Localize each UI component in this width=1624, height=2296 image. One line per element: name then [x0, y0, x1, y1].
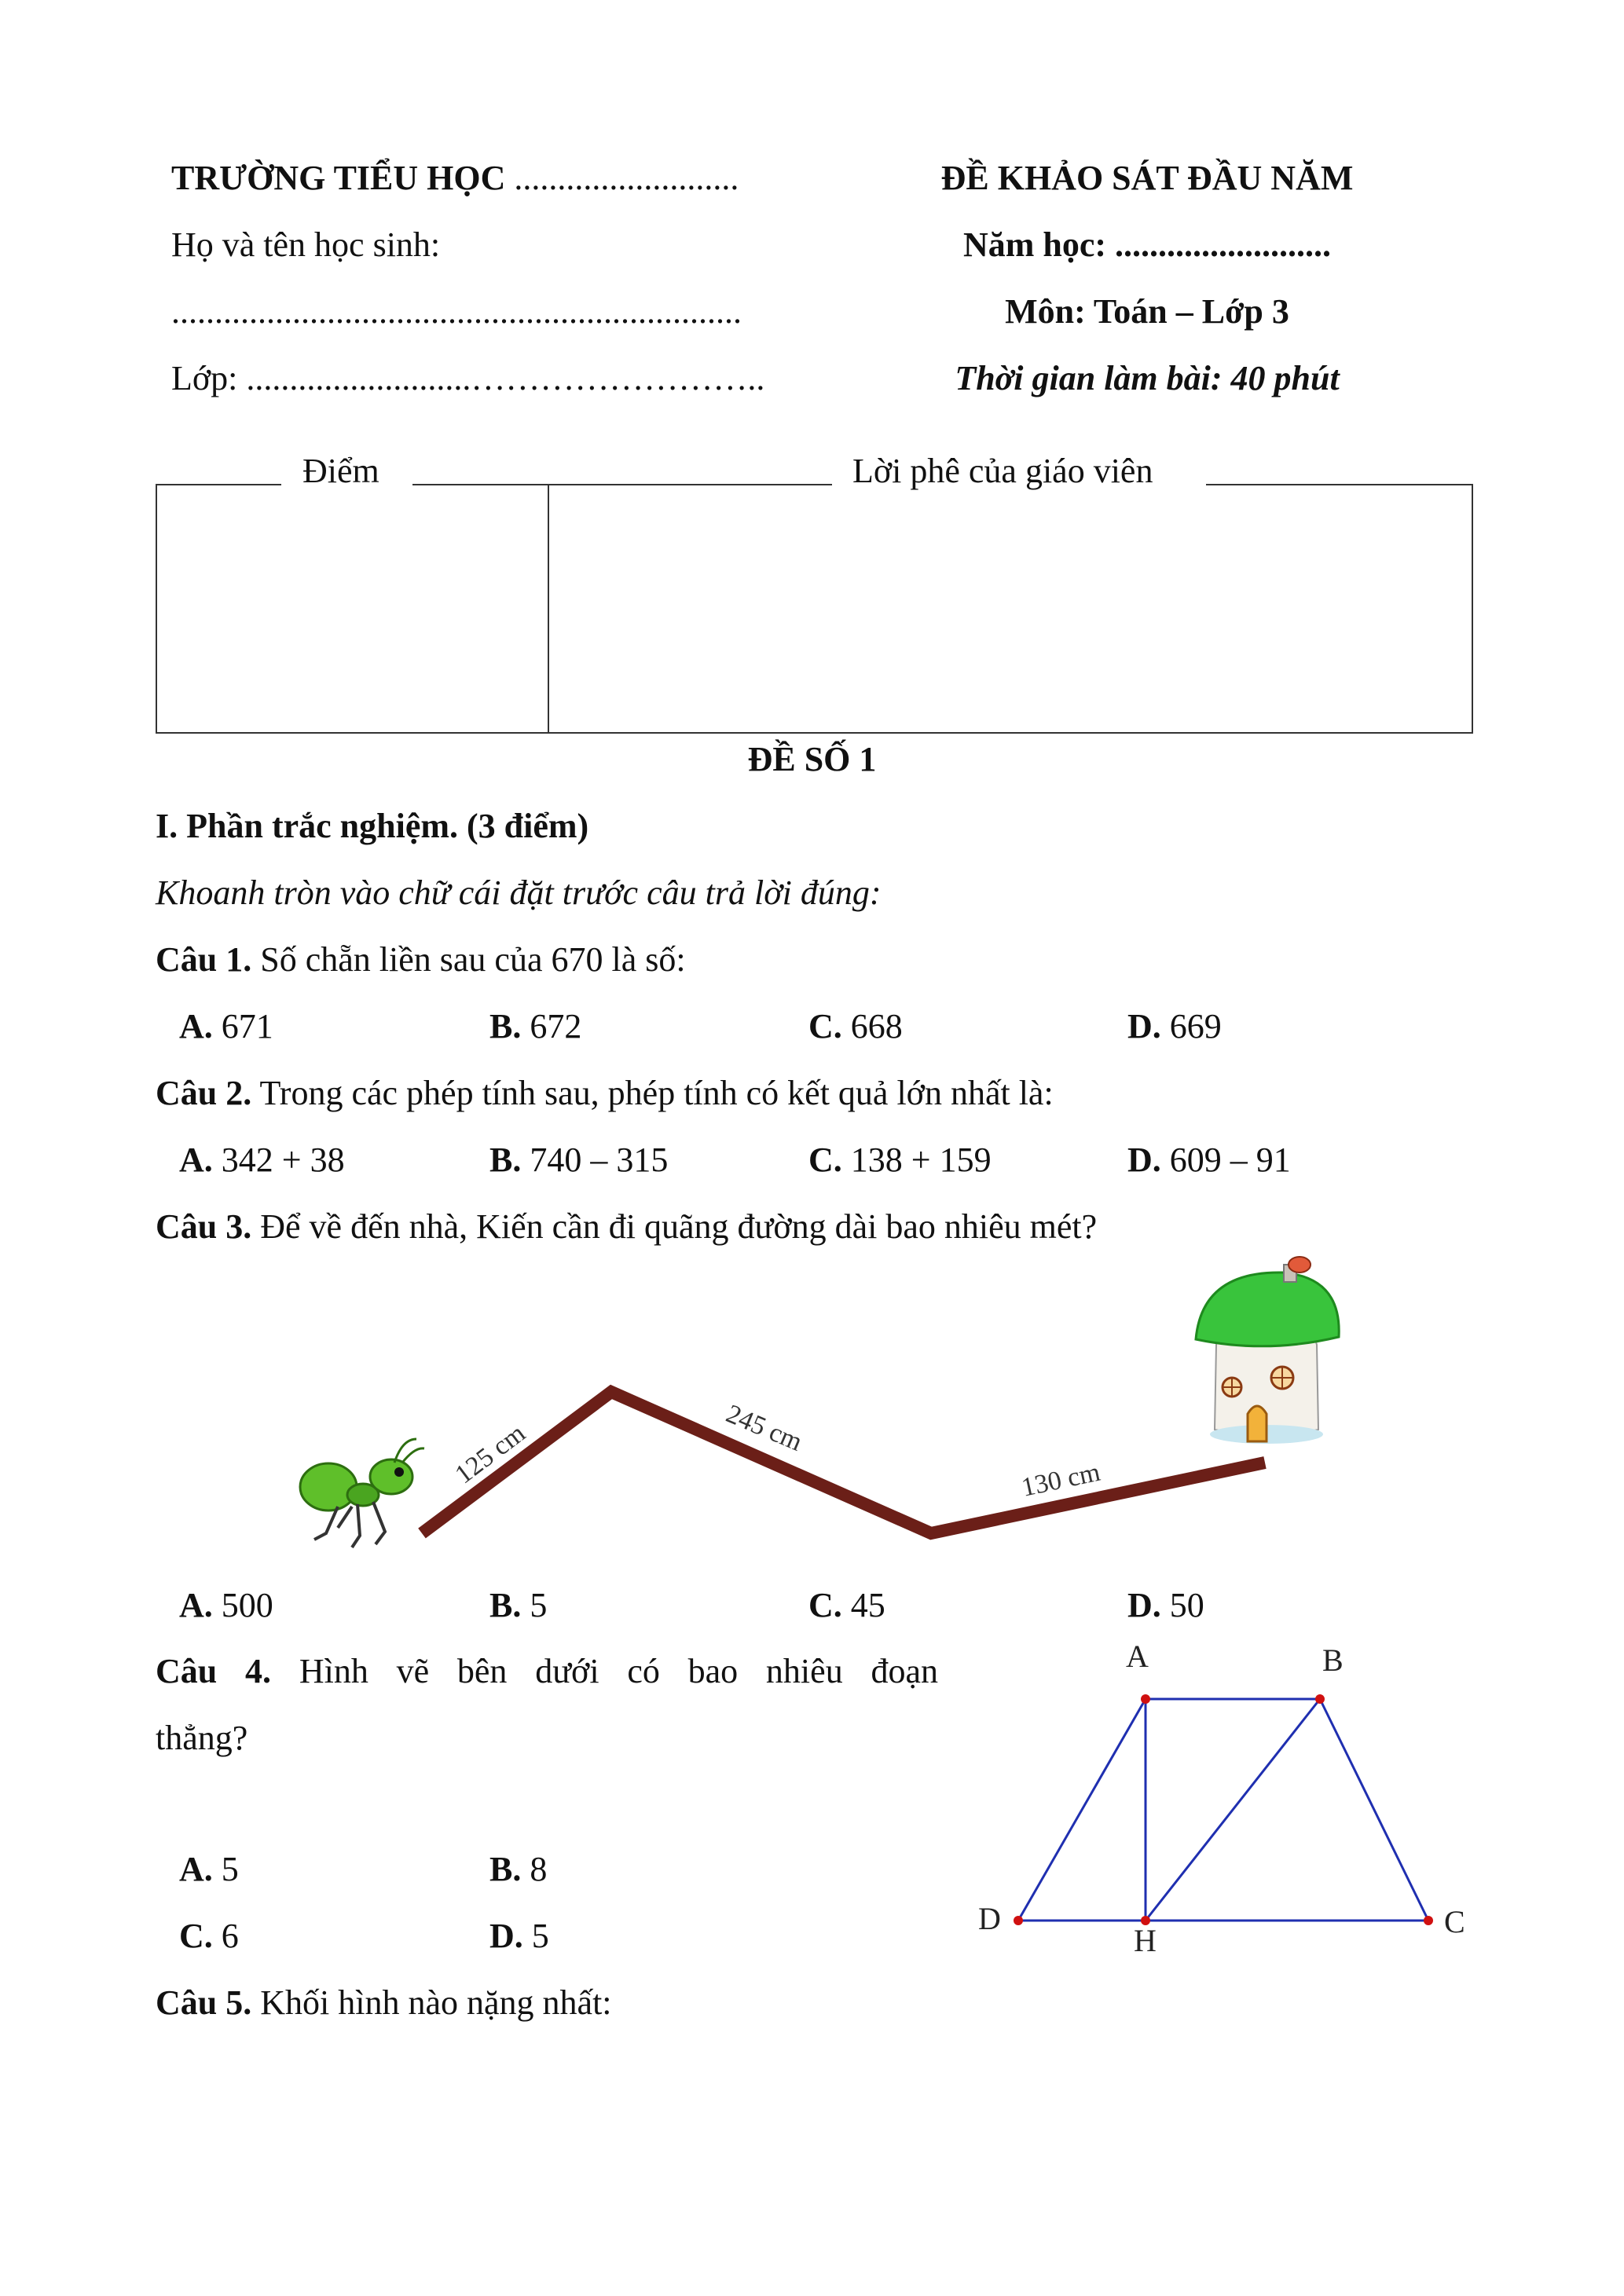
exam-duration: Thời gian làm bài: 40 phút [955, 359, 1340, 397]
class-label: Lớp: [171, 359, 238, 397]
option-value: 609 – 91 [1169, 1141, 1291, 1179]
exam-title: ĐỀ KHẢO SÁT ĐẦU NĂM [940, 159, 1354, 197]
option-value: 50 [1169, 1586, 1204, 1624]
question-4-line-2: thẳng? [156, 1719, 248, 1757]
option-letter: C. [808, 1586, 842, 1624]
question-5 [156, 1983, 612, 2022]
option-value: 740 – 315 [530, 1141, 669, 1179]
question-3-text: Để về đến nhà, Kiến cần đi quãng đường dài bao nhiêu mét? [260, 1207, 1098, 1246]
option-value: 342 + 38 [221, 1141, 345, 1179]
exam-number: ĐỀ SỐ 1 [747, 740, 877, 778]
option-value: 672 [530, 1007, 582, 1045]
option-value: 6 [221, 1917, 239, 1955]
path-label-3: 130 cm [1018, 1457, 1103, 1503]
option-letter: C. [808, 1007, 842, 1045]
option-value: 671 [221, 1007, 273, 1045]
point-d [1014, 1916, 1023, 1925]
segment-bc [1320, 1699, 1428, 1921]
point-c [1424, 1916, 1433, 1925]
question-2-text: Trong các phép tính sau, phép tính có kết quả lớn nhất là: [259, 1074, 1054, 1112]
student-name-label: Họ và tên học sinh: [171, 225, 441, 264]
point-b [1315, 1694, 1325, 1704]
option-letter: B. [489, 1586, 522, 1624]
option-letter: A. [179, 1850, 213, 1888]
option-letter: B. [489, 1141, 522, 1179]
option-value: 5 [221, 1850, 239, 1888]
option-value: 138 + 159 [850, 1141, 992, 1179]
label-b: B [1322, 1642, 1344, 1678]
path-label-2: 245 cm [721, 1399, 807, 1457]
path-label-1: 125 cm [449, 1419, 531, 1490]
score-label: Điểm [302, 452, 379, 490]
question-4-text: Hình vẽ bên dưới có bao nhiêu đoạn [299, 1652, 938, 1690]
option-letter: D. [1127, 1141, 1161, 1179]
question-5-text: Khối hình nào nặng nhất: [260, 1983, 612, 2022]
option-value: 500 [221, 1586, 273, 1624]
option-value: 45 [850, 1586, 885, 1624]
school-dots: .......................... [514, 159, 739, 197]
section-instruction: Khoanh tròn vào chữ cái đặt trước câu trả lời đúng: [156, 873, 882, 912]
question-5-label: Câu 5. [156, 1983, 252, 2022]
student-name-field: .................................................................. [171, 292, 742, 331]
option-letter: D. [489, 1917, 523, 1955]
question-1-text: Số chẵn liền sau của 670 là số: [260, 940, 686, 979]
option-value: 669 [1169, 1007, 1222, 1045]
school-label: TRƯỜNG TIỂU HỌC [171, 159, 506, 197]
option-letter: C. [808, 1141, 842, 1179]
option-letter: A. [179, 1586, 213, 1624]
option-value: 5 [530, 1586, 548, 1624]
segment-ad [1018, 1699, 1146, 1921]
option-letter: B. [489, 1007, 522, 1045]
school-year: Năm học: ......................... [962, 225, 1332, 264]
option-letter: B. [489, 1850, 522, 1888]
label-d: D [978, 1901, 1001, 1936]
comment-label: Lời phê của giáo viên [852, 452, 1153, 490]
label-h: H [1134, 1923, 1157, 1958]
option-value: 8 [530, 1850, 548, 1888]
option-letter: A. [179, 1007, 213, 1045]
class-dots: ..........................…………………….. [246, 359, 765, 397]
option-value: 5 [531, 1917, 549, 1955]
option-letter: C. [179, 1917, 213, 1955]
option-value: 668 [850, 1007, 903, 1045]
section-title: I. Phần trắc nghiệm. (3 điểm) [156, 807, 589, 845]
option-letter: D. [1127, 1007, 1161, 1045]
subject: Môn: Toán – Lớp 3 [1005, 292, 1289, 331]
option-letter: D. [1127, 1586, 1161, 1624]
label-c: C [1444, 1904, 1465, 1939]
option-letter: A. [179, 1141, 213, 1179]
point-a [1141, 1694, 1150, 1704]
question-1-label: Câu 1. [156, 940, 252, 979]
segment-bh [1146, 1699, 1320, 1921]
question-2-label: Câu 2. [156, 1074, 252, 1112]
question-4-label: Câu 4. [156, 1652, 272, 1690]
question-3-label: Câu 3. [156, 1207, 252, 1246]
label-a: A [1126, 1639, 1149, 1674]
